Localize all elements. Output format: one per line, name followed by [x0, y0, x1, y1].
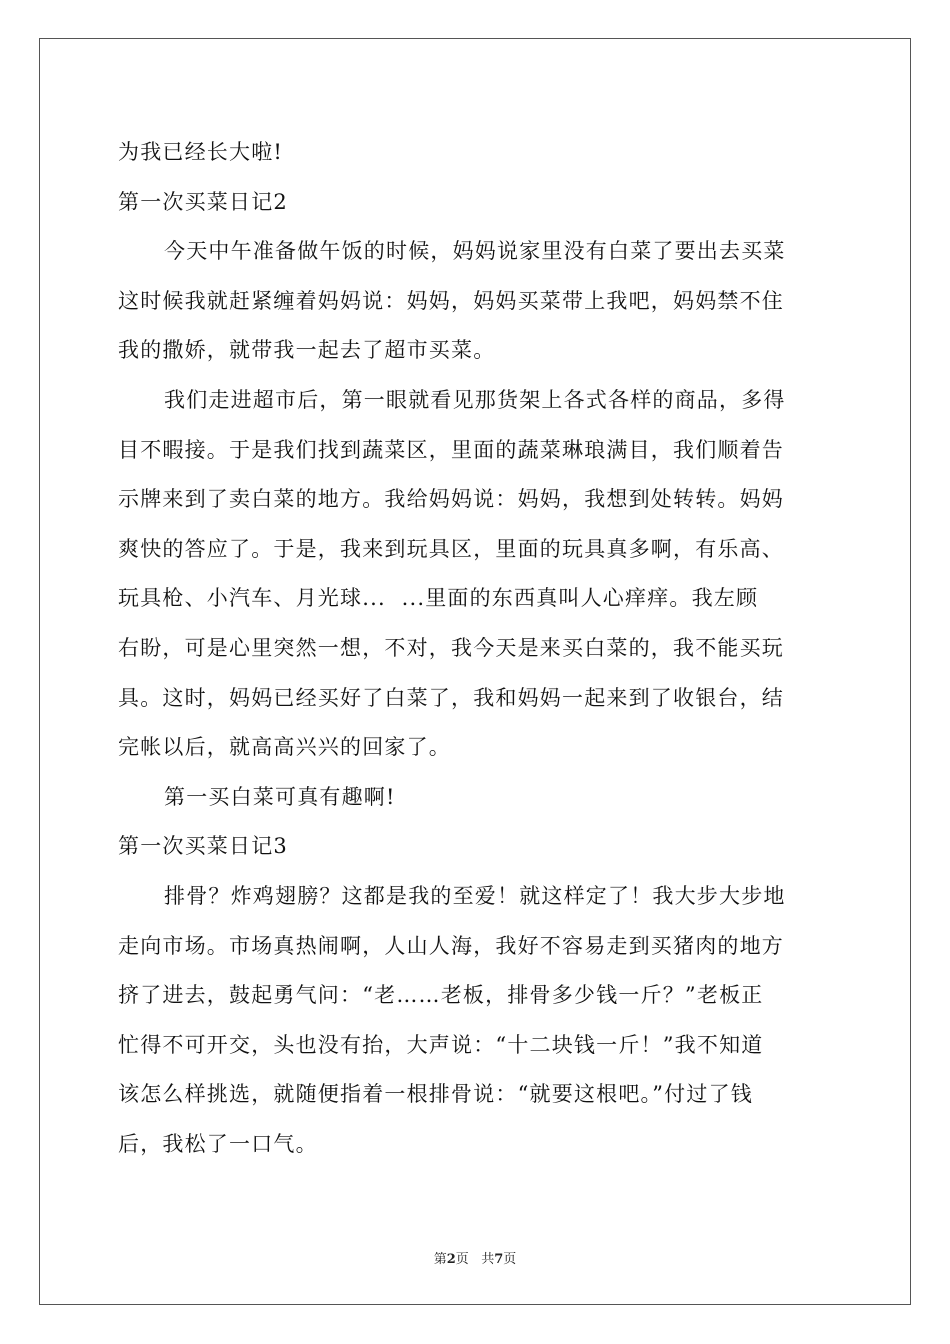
paragraph-line: 右盼，可是心里突然一想，不对，我今天是来买白菜的，我不能买玩: [118, 635, 784, 660]
total-prefix: 共: [481, 1252, 495, 1267]
total-pages: 7: [494, 1252, 504, 1267]
paragraph-line: 爽快的答应了。于是，我来到玩具区，里面的玩具真多啊，有乐高、: [118, 536, 784, 561]
paragraph-line: 我的撒娇，就带我一起去了超市买菜。: [118, 338, 496, 363]
text-line: 为我已经长大啦!: [118, 140, 284, 164]
section-title: 第一次买菜日记2: [118, 189, 288, 214]
paragraph-line: 示牌来到了卖白菜的地方。我给妈妈说：妈妈，我想到处转转。妈妈: [118, 487, 784, 512]
section-title: 第一次买菜日记3: [118, 834, 288, 859]
paragraph-line: 挤了进去，鼓起勇气问：“老……老板，排骨多少钱一斤？”老板正: [118, 983, 764, 1008]
paragraph-line: 完帐以后，就高高兴兴的回家了。: [118, 735, 451, 760]
total-suffix: 页: [503, 1252, 517, 1267]
paragraph-line: 忙得不可开交，头也没有抬，大声说：“十二块钱一斤！”我不知道: [118, 1032, 764, 1057]
page-number: 2: [446, 1252, 456, 1267]
paragraph-line: 排骨？炸鸡翅膀？这都是我的至爱！就这样定了！我大步大步地: [164, 883, 786, 908]
paragraph-line: 具。这时，妈妈已经买好了白菜了，我和妈妈一起来到了收银台，结: [118, 685, 784, 710]
paragraph-line: 走向市场。市场真热闹啊，人山人海，我好不容易走到买猪肉的地方: [118, 933, 784, 958]
page-suffix: 页: [455, 1252, 469, 1267]
document-body: [118, 128, 838, 1169]
page-footer: [0, 1248, 950, 1267]
page-prefix: 第: [433, 1252, 447, 1267]
paragraph-line: 我们走进超市后，第一眼就看见那货架上各式各样的商品，多得: [164, 387, 786, 412]
paragraph-line: 该怎么样挑选，就随便指着一根排骨说：“就要这根吧。”付过了钱: [118, 1082, 753, 1107]
paragraph-line: 今天中午准备做午饭的时候，妈妈说家里没有白菜了要出去买菜: [164, 239, 786, 264]
paragraph-line: 后，我松了一口气。: [118, 1131, 318, 1156]
paragraph-line: 目不暇接。于是我们找到蔬菜区，里面的蔬菜琳琅满目，我们顺着告: [118, 437, 784, 462]
paragraph-line: 玩具枪、小汽车、月光球... ...里面的东西真叫人心痒痒。我左顾: [118, 586, 759, 611]
paragraph-line: 这时候我就赶紧缠着妈妈说：妈妈，妈妈买菜带上我吧，妈妈禁不住: [118, 288, 784, 313]
paragraph-line: 第一买白菜可真有趣啊!: [164, 784, 396, 809]
